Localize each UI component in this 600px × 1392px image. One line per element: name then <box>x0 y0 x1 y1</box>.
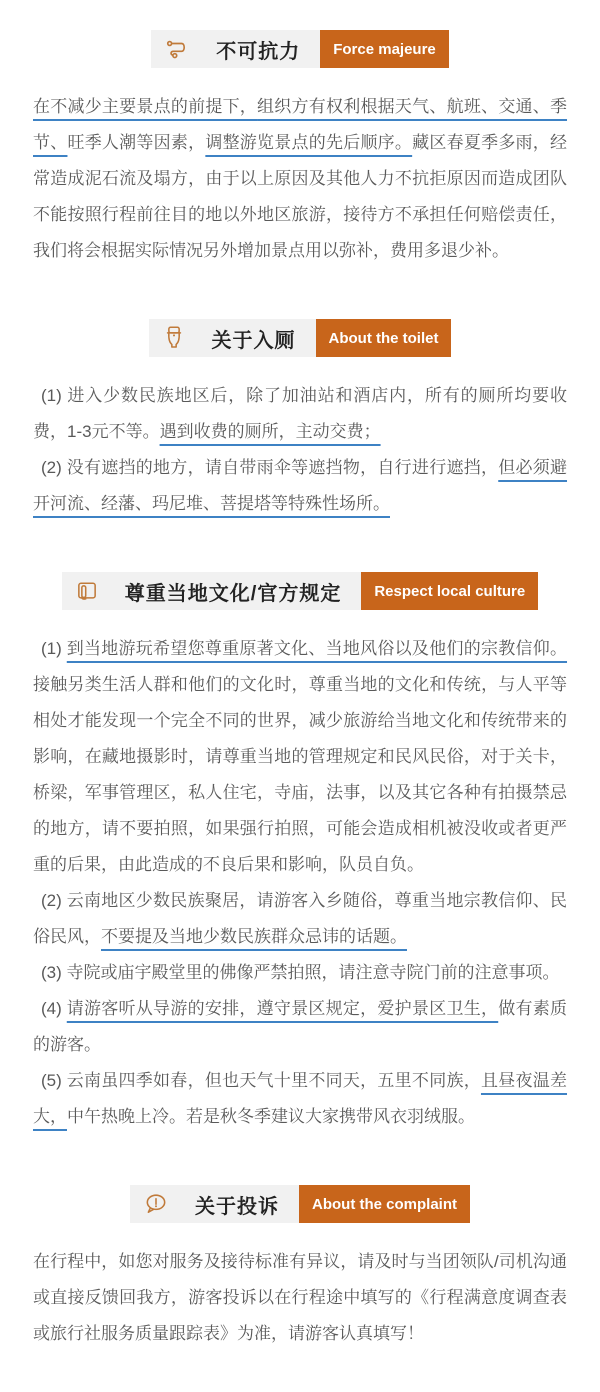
paragraph <box>33 991 567 1063</box>
section-title: 尊重当地文化/官方规定 <box>124 582 342 605</box>
underlined-text: 但必须避开河流、经藩、玛尼堆、菩提塔等特殊性场所。 <box>33 458 568 513</box>
body-text: (2) 没有遮挡的地方，请自带雨伞等遮挡物，自行进行遮挡， <box>41 458 499 477</box>
body-text: (3) 寺院或庙宇殿堂里的佛像严禁拍照，请注意寺院门前的注意事项。 <box>41 963 560 982</box>
underlined-text: 到当地游玩希望您尊重原著文化、当地风俗以及他们的宗教信仰。 <box>66 639 568 658</box>
body-text: (5) 云南虽四季如春，但也天气十里不同天，五里不同族， <box>41 1071 481 1090</box>
section-tag-en: About the toilet <box>316 319 452 357</box>
paragraph <box>33 631 567 883</box>
section-toilet <box>0 319 600 522</box>
route-icon <box>164 38 190 60</box>
body-text: 藏区春夏季多雨，经常造成泥石流及塌方，由于以上原因及其他人力不抗拒原因而造成团队不能按照行程前往目的地以外地区旅游，接待方不承担任何赔偿责任，我们将会根据实际情况另外增加景点用以弥补，费用多退少补。 <box>33 133 568 260</box>
complaint-icon <box>143 1192 169 1216</box>
section-force-majeure <box>0 30 600 269</box>
section-complaint <box>0 1185 600 1352</box>
section-tag-en: About the complaint <box>299 1185 470 1223</box>
underlined-text: 请游客听从导游的安排，遵守景区规定，爱护景区卫生， <box>66 999 499 1018</box>
paragraph <box>33 883 567 955</box>
section-title: 关于投诉 <box>195 1195 279 1218</box>
paragraph <box>33 378 567 450</box>
toilet-icon <box>162 325 186 351</box>
body-text: 接触另类生活人群和他们的文化时，尊重当地的文化和传统，与人平等相处才能发现一个完全不同的世界，减少旅游给当地文化和传统带来的影响，在藏地摄影时，请尊重当地的管理规定和民风民俗，对于关卡，桥梁，军事管理区，私人住宅，寺庙，法事，以及其它各种有拍摄禁忌的地方，请不要拍照，如果强行拍照，可能会造成相机被没收或者更严重的后果，由此造成的不良后果和影响，队员自负。 <box>33 675 567 874</box>
paragraph <box>33 955 567 991</box>
paragraph <box>33 89 567 269</box>
section-local-culture <box>0 572 600 1135</box>
body-text: (1) 进入少数民族地区后，除了加油站和酒店内，所有的厕所均要收费，1-3元不等。 <box>33 386 567 441</box>
body-text: 做有素质的游客。 <box>33 999 568 1054</box>
body-text: 在行程中，如您对服务及接待标准有异议，请及时与当团领队/司机沟通或直接反馈回我方，游客投诉以在行程途中填写的《行程满意度调查表或旅行社服务质量跟踪表》为准，请游客认真填写！ <box>33 1252 567 1343</box>
paragraph <box>33 1063 567 1135</box>
body-text: (2) 云南地区少数民族聚居，请游客入乡随俗，尊重当地宗教信仰、民俗民风， <box>33 891 567 946</box>
section-title: 关于入厕 <box>211 329 296 352</box>
underlined-text: 组织方有权利根据天气、航班、交通、季节、 <box>33 97 568 152</box>
underlined-text: 在不减少主要景点的前提下， <box>33 97 258 116</box>
underlined-text: 调整游览景点的先后顺序。 <box>205 133 413 152</box>
section-header <box>0 1185 600 1223</box>
body-text: 中午热晚上冷。若是秋冬季建议大家携带风衣羽绒服。 <box>67 1107 475 1126</box>
section-header <box>0 30 600 68</box>
section-header <box>0 319 600 357</box>
scroll-icon <box>75 579 99 603</box>
section-header <box>0 572 600 610</box>
underlined-text: 不要提及当地少数民族群众忌讳的话题。 <box>101 927 407 946</box>
body-text: 旺季人潮等因素， <box>67 133 206 152</box>
underlined-text: 遇到收费的厕所，主动交费； <box>159 422 381 441</box>
body-text: (1) <box>41 639 67 658</box>
paragraph <box>33 450 567 522</box>
underlined-text: 且昼夜温差大， <box>33 1071 568 1126</box>
body-text: (4) <box>41 999 67 1018</box>
section-tag-en: Force majeure <box>320 30 449 68</box>
section-title: 不可抗力 <box>216 40 301 63</box>
section-tag-en: Respect local culture <box>361 572 538 610</box>
paragraph <box>33 1244 567 1352</box>
